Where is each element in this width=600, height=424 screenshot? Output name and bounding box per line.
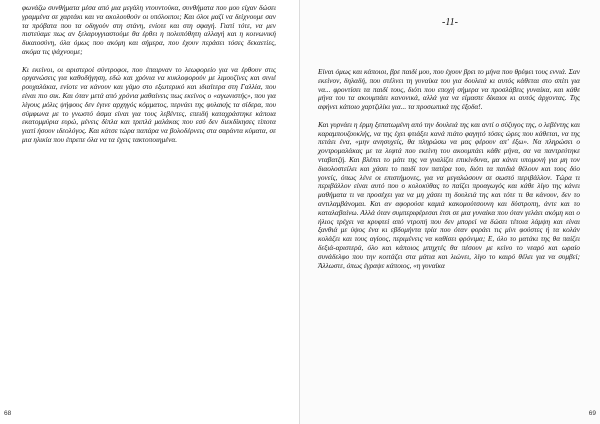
right-paragraph-1: Είναι όμως και κάποιοι, βρε παιδί μου, που έχουν βρει το μήνα που θρέφει τους εννιά. Σαν εκείνον, δηλαδή, που στέλνει τη γυναίκα του για δουλειά κι αυτός κάθεται στο σπίτι για να... φροντίσει τα παιδί τους, διότι που εποχή σήμερα να προσλάβεις γυναίκα, και κάθε μήνα του τα ακουμπάει κανονικά, αλλά για να είμαστε δίκαιοι κι αυτός άρχοντας. Της αφήνει κάποιο χαρτζιλίκι για... τα προσωπικά της έξοδα!. xyxy=(318,67,580,112)
chapter-header: -11- xyxy=(442,17,458,28)
left-paragraph-2: Κι εκείνοι, οι αριστεροί σύντροφοι, που έπαιρναν το λεωφορείο για να έρθουν στις οργανώσεις για καθοδήγηση, εδώ και χρόνια να κυκλοφορούν με λιμουζίνες και σινιέ ρουχαλάκια, ενίοτε να κάνουν και γάμο στο εξωτερικό και ιδιαίτερα στη Γαλλία, που είναι πιο σικ. Και όταν μετά από χρόνια μαθαίνεις πως εκείνος ο «αγωνιστής», που για λίγους μόλις ψήφους δεν έγινε αρχηγός κόμματος, περνάει της φυλακής τα σίδερα, που σύμφωνα με το γνωστό άσμα είναι για τους λεβέντες, επειδή καταχράστηκε κάποια εκατομμύρια ευρώ, μένεις δίπλα και τριπλά μαλάκας που εσύ δεν διεκδίκησες τίποτα γιατί ήσουν ιδεολόγος. Και κάτσε τώρα παπάρα να βολοδέρνεις στα σαράντα κύματα, σε μια ηλικία που έπρεπε όλα να τα έχεις τακτοποιημένα. xyxy=(22,64,276,144)
left-page-text xyxy=(22,4,276,154)
right-page-number: 69 xyxy=(588,410,596,417)
right-paragraph-2: Και γυρνάει η έρμη ξεπατωμένη από την δουλειά της και αντί ο σύζυγος της, ο λεβέντης και καραμπουζουκλής, να της έχει φτιάξει κανά πιάτο φαγητό τόσες ώρες που κάθεται, να της πετάει ένα, «μην ανησυχείς, θα πληρώσω να μας φέρουν απ' έξω». Να πληρώσει ο χοντρομαλάκας με τα λεφτά που εκείνη του ακουμπάει κάθε μήνα, σα να παντρεύτηκε νταβατζή. Και βλέπει το μάτι της να γυαλίζει επικίνδυνα, μα κάνει υπομονή για μη τον διαολοστείλει και χάσει το παιδί τον πατέρα του, διότι τα παιδιά θέλουν και τους δύο γονείς, όπως λένε οι επιστήμονες, για να μεγαλώσουν σε σωστό περιβάλλον. Τώρα τι περιβάλλον είναι αυτό που ο κολοκύθας το παίζει προαγωγός και κάθε λίγο της κάνει μαθήματα τι να προσέχει για να μη χάσει τη δουλειά της και τότε τι θα κάνουν, δεν το αντιλαμβάνομαι. Και αν αφορούσε καμιά κακομούτσουνη και δύστροπη, άντε και το καταλαβαίνω. Αλλά όταν συμπεριφέρεσαι έτσι σε μια γυναίκα που όταν γελάει ακόμη και ο ήλιος τρέχει να κρυφτεί από ντροπή που δεν μπορεί να δώσει τέτοια λάμψη και είναι ξανθιά με ύψος ένα κι εβδομήντα τρία που όταν φοράει τις μίνι φούστες ή τα κολάν κολάζει και τους αγίους, περιμένεις να καθίσει φρόνιμα; Ε, όλο το ματάκι της θα παίζει δεξιά-αριστερά, όλο και κάποιος μπηχτές θα πέσουν με κείνο το νεαρό και ωραίο συνάδελφο που την κοιτάζει στα μάτια και λιώνει, λίγο το καιρό θέλει για να συμβεί; Άλλωστε, όπως έγραψε κάποιος, «η γυναίκα xyxy=(318,119,580,270)
left-paragraph-1: φωνάζω συνθήματα μέσα από μια μεγάλη ντουντούκα, συνθήματα που μου είχαν δώσει γραμμένα σε χαρτάκι και να ακολουθούν οι υπόλοιποι; Και όλοι μαζί να δείχνουμε σαν τα πρόβατα που τα οδηγούν στη στάνη, ενίοτε και στη σφαγή. Γιατί τότε, να μεν πιστεύαμε πως αν ξελαρυγγιαστούμε θα έρθει η πολυπόθητη αλλαγή και η κοινωνική δικαιοσύνη, όλα όμως που ακόμη και σήμερα, που έχουν περάσει τόσες δεκαετίες, ακόμα τις ψάχνουμε; xyxy=(22,3,276,56)
right-page-text xyxy=(318,68,580,279)
left-page-number: 68 xyxy=(4,410,12,417)
right-page xyxy=(300,0,600,424)
